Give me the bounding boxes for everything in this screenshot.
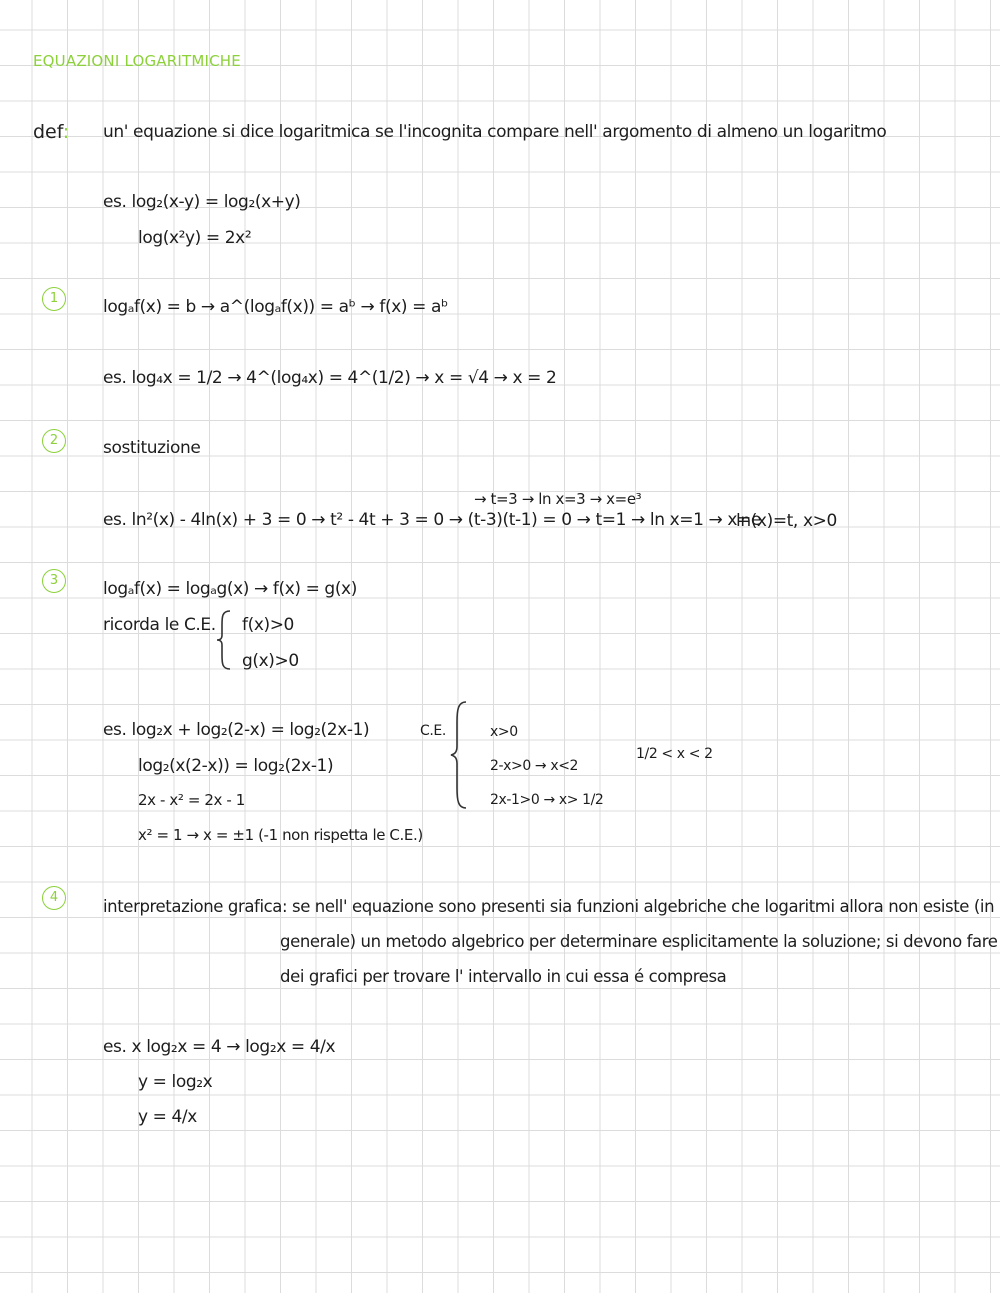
- section-3-example-1: es. log₂x + log₂(2-x) = log₂(2x-1): [103, 720, 370, 740]
- definition-colon: :: [62, 121, 70, 143]
- section-3-reminder: ricorda le C.E.: [103, 615, 216, 635]
- ce-label: C.E.: [420, 723, 446, 739]
- section-3-number: 3: [42, 569, 66, 593]
- section-1-formula: logₐf(x) = b → a^(logₐf(x)) = aᵇ → f(x) = aᵇ: [103, 297, 448, 317]
- reminder-brace: [214, 609, 234, 671]
- section-1-number: 1: [42, 287, 66, 311]
- section-2-title: sostituzione: [103, 438, 201, 458]
- section-4-number: 4: [42, 886, 66, 910]
- ce-condition-1: x>0: [490, 724, 518, 740]
- section-4-example-1: es. x log₂x = 4 → log₂x = 4/x: [103, 1037, 336, 1057]
- definition-example-1: es. log₂(x-y) = log₂(x+y): [103, 192, 301, 212]
- definition-label: [33, 121, 69, 143]
- ce-condition-2: 2-x>0 → x<2: [490, 758, 579, 774]
- section-3-example-2: log₂(x(2-x)) = log₂(2x-1): [138, 756, 334, 776]
- section-4-example-3: y = 4/x: [138, 1107, 197, 1127]
- section-4-example-2: y = log₂x: [138, 1072, 213, 1092]
- section-3-example-3: 2x - x² = 2x - 1: [138, 791, 245, 809]
- section-2-note: ln(x)=t, x>0: [736, 511, 837, 531]
- page-title: EQUAZIONI LOGARITMICHE: [33, 52, 241, 70]
- section-3-condition-2: g(x)>0: [242, 651, 299, 671]
- ce-result: 1/2 < x < 2: [636, 746, 713, 762]
- definition-text: un' equazione si dice logaritmica se l'incognita compare nell' argomento di almeno un logaritmo: [103, 122, 887, 142]
- section-3-formula: logₐf(x) = logₐg(x) → f(x) = g(x): [103, 579, 357, 599]
- section-2-number: 2: [42, 429, 66, 453]
- definition-example-2: log(x²y) = 2x²: [138, 228, 252, 248]
- section-2-example-main: es. ln²(x) - 4ln(x) + 3 = 0 → t² - 4t + 3 = 0 → (t-3)(t-1) = 0 → t=1 → ln x=1 → x=e: [103, 510, 761, 530]
- section-3-condition-1: f(x)>0: [242, 615, 294, 635]
- section-3-example-4: x² = 1 → x = ±1 (-1 non rispetta le C.E.): [138, 826, 423, 844]
- section-4-text-3: dei grafici per trovare l' intervallo in cui essa é compresa: [280, 967, 727, 986]
- section-1-example: es. log₄x = 1/2 → 4^(log₄x) = 4^(1/2) → x = √4 → x = 2: [103, 368, 557, 388]
- ce-condition-3: 2x-1>0 → x> 1/2: [490, 792, 604, 808]
- section-4-text-2: generale) un metodo algebrico per determinare esplicitamente la soluzione; si devono fare: [280, 932, 998, 951]
- section-4-text-1: interpretazione grafica: se nell' equazione sono presenti sia funzioni algebriche che logaritmi allora non esiste (in: [103, 897, 995, 916]
- section-2-example-top: → t=3 → ln x=3 → x=e³: [474, 490, 642, 508]
- ce-brace: [448, 700, 470, 810]
- definition-label-text: def: [33, 121, 63, 143]
